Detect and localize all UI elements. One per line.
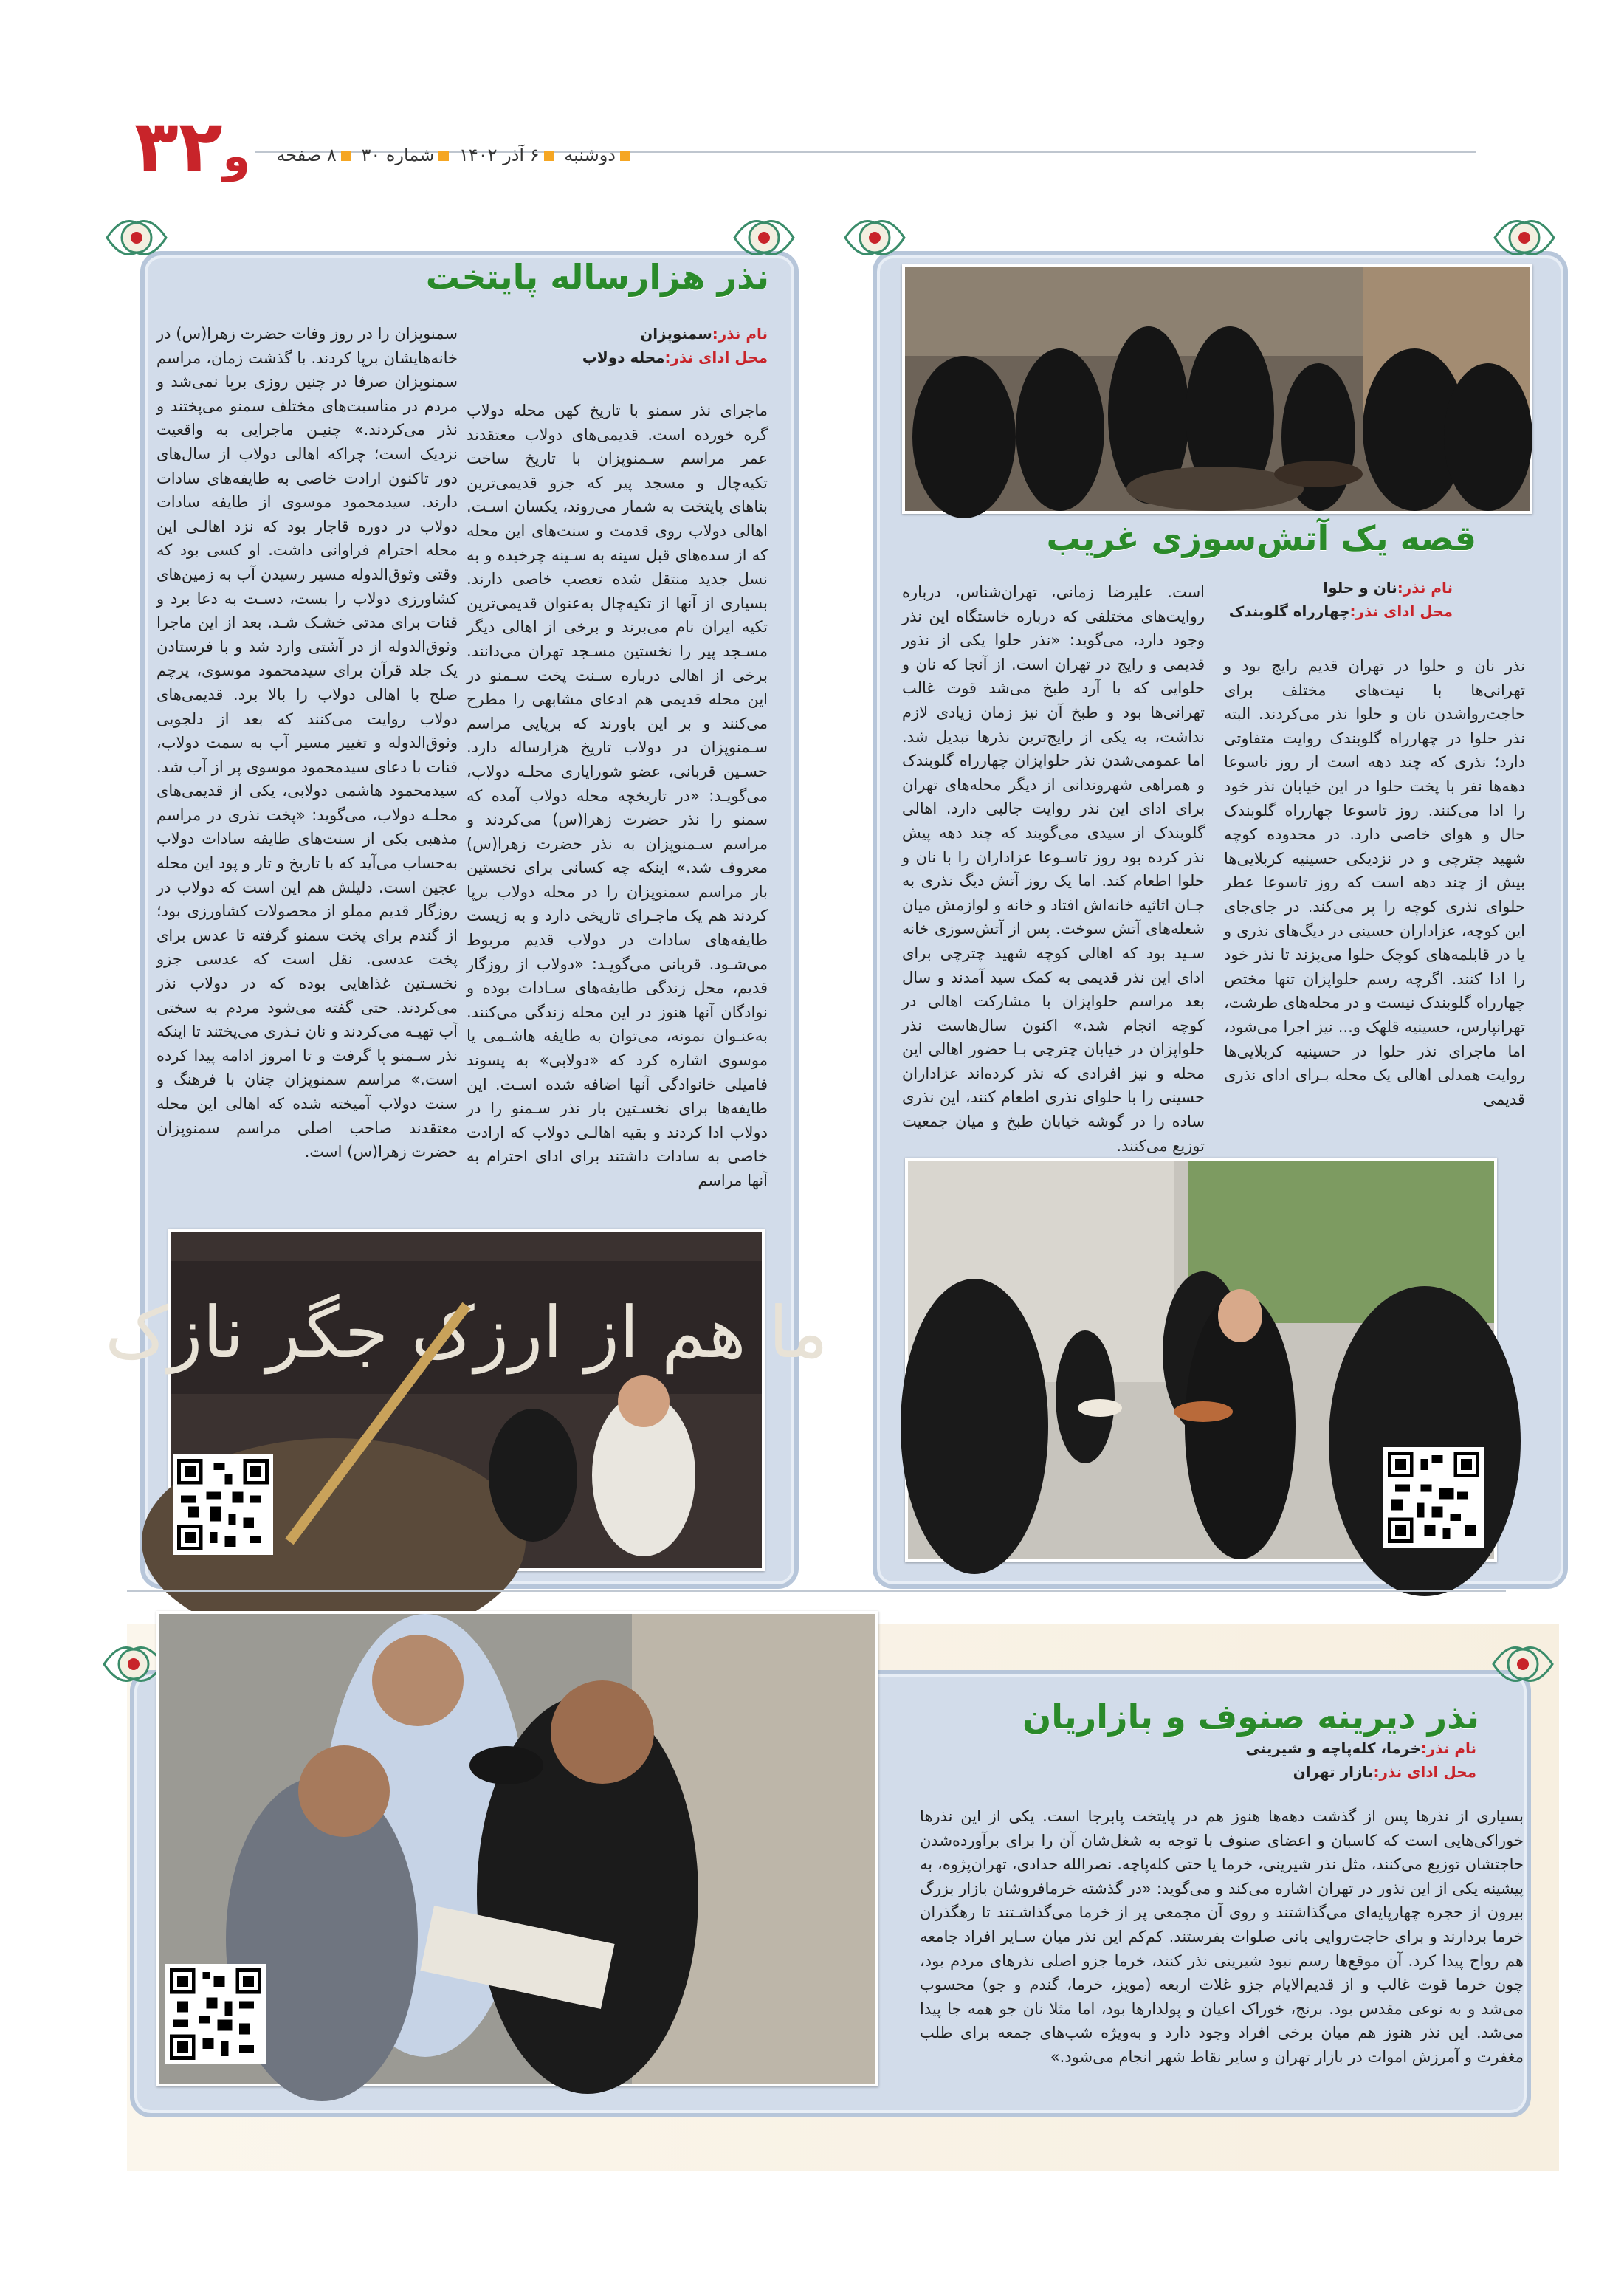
qr-code-icon xyxy=(1383,1447,1484,1548)
page-number-2: ۲ xyxy=(178,105,223,189)
corner-ornament-icon xyxy=(834,208,915,270)
qr-code-icon xyxy=(173,1454,273,1555)
issue-number: شماره ۳۰ xyxy=(361,145,435,165)
place-label: محل ادای نذر: xyxy=(664,348,768,366)
story-left-col-right: ماجرای نذر سمنو با تاریخ کهن محله دولاب گره خورده است. قدیمی‌های دولاب معتقدند عمر مراسم سـمنوپزان با تاریخ ساخت تکیه‌چال و مسجد پیر که جزو قدیمی‌ترین بناهای پایتخت به شمار می‌روند، یکسان اسـت. اهالی دولاب روی قدمت و سنت‌های این محله که از سده‌های قبل سینه به سـینه چرخیده و به نسل جدید منتقل شده تعصب خاصی دارند. بسیاری از آنها از تکیه‌چال به‌عنوان قدیمی‌ترین تکیه ایران نام می‌برند و برخی از اهالی دیگر مسـجد پیر را نخستین مسـجد تهران می‌دانند. برخی از اهالی درباره سـنت پخت سـمنو در این محله قدیمی هم ادعای مشابهی را مطرح می‌کنند و بر این باورند که برپایی مراسم سـمنوپزان در دولاب تاریخ هزارساله دارد. حسـین قربانی، عضو شورایاری محلـه دولاب، می‌گویـد: «در تاریخچه محله دولاب آمده که سمنو را نذر حضرت زهرا(س) می‌کردند و مراسم سـمنوپزان به نذر حضرت زهرا(س) معروف شد.» اینکه چه کسانی برای نخستین بار مراسم سمنوپزان را در محله دولاب برپا کردند هم یک ماجـرای تاریخی دارد و به زیست طایفه‌های سادات در دولاب قدیم مربوط می‌شـود. قربانی می‌گویـد: «دولاب از روزگار قدیم، محل زندگی طایفه‌های سـادات بوده و نوادگان آنها هنوز در این محله زندگی می‌کنند. به‌عنـوان نمونه، می‌توان به طایفه هاشـمی یا موسوی اشاره کرد که «دولابی» به پسوند فامیلی خانوادگی آنها اضافه شده اسـت. این طایفه‌ها برای نخسـتین بار نذر سـمنو را در دولاب ادا کردند و بقیه اهالـی دولاب که ارادت خاصی به سادات داشتند برای ادای احترام به آنها مراسم xyxy=(467,402,768,1189)
page-number xyxy=(134,105,250,189)
story-bottom-body: بسیاری از نذرها پس از گذشت دهه‌ها هنوز هم در پایتخت پابرجا است. یکی از این نذرها خوراکی‌هایی است که کاسبان و اعضای صنوف با توجه به شغل‌شان آن را برای برآورده‌شدن حاجتشان توزیع می‌کنند، مثل نذر شیرینی، خرما یا حتی کله‌پاچه. نصرالله حدادی، تهران‌پژوه، به پیشینه یکی از این نذور در تهران اشاره می‌کند و می‌گوید: «در گذشته خرمافروشان بازار بزرگ بیرون از حجره چهارپایه‌ای می‌گذاشتند و روی آن مجمعی پر از خرما می‌گذاشـتند تا رهگذران خرما بردارند و برای حاجت‌روایی بانی صلوات بفرستند. کم‌کم این نذر میان سـایر افراد جامعه هم رواج پیدا کرد. آن موقع‌ها رسم نبود شیرینی نذر کنند، خرما جزو اصلی نذرهای مردم بود، چون خرما قوت غالب و از قدیم‌الایام جزو غلات اربعه (مویز، خرما، گندم و جو) محسوب می‌شد و به نوعی مقدس بود. برنج، خوراک اعیان و پولدارها بود، اما مثلا نان جو همه جا پیدا می‌شد. این نذر هنوز هم میان برخی افراد وجود دارد و به‌ویژه شب‌های جمعه برای طلب مغفرت و آمرزش اموات در بازار تهران و سایر نقاط شهر انجام می‌شود.» xyxy=(920,1807,1524,2066)
nazr-label: نام نذر: xyxy=(1397,579,1453,597)
qr-code-icon xyxy=(165,1964,266,2064)
story-left-col-left: سمنوپزان را در روز وفات حضرت زهرا(س) در خانه‌هایشان برپا کردند. با گذشت زمان، مراسم سمنوپزان صرفا در چنین روزی برپا نمی‌شد و مردم در مناسبت‌های مختلف سمنو می‌پختند و نذر می‌کردند.» چنیـن ماجرایی به واقعیت نزدیک است؛ چراکه اهالی دولاب از سال‌های دور تاکنون ارادت خاصی به طایفه‌های سادات دارند. سیدمحمود موسوی از طایفه سادات دولاب در دوره قاجار بود که نزد اهالـی این محله احترام فراوانی داشت. او کسی بود که وقتی وثوق‌الدوله مسیر رسیدن آب به زمین‌های کشاورزی دولاب را بست، دسـت به دعا برد و قنات برای مدتی خشـک شـد. بعد از این ماجرا وثوق‌الدوله از در آشتی وارد شد و با فرستادن یک جلد قرآن برای سیدمحمود موسوی، پرچم صلح با اهالی دولاب را بالا برد. قدیمی‌های دولاب روایت می‌کنند که بعد از دلجویی وثوق‌الدوله و تغییر مسیر آب به سمت دولاب، قنات با دعای سیدمحمود موسوی پر از آب شد. سیدمحمود هاشمی دولابی، یکی از قدیمی‌های محلـه دولاب، می‌گوید: «پخت نذری در مراسم مذهبی یکی از سنت‌های طایفه سادات دولاب به‌حساب می‌آید که با تاریخ و تار و پود این محله عجین است. دلیلش هم این است که دولاب در روزگار قدیم مملو از محصولات کشاورزی بود؛ از گندم برای پخت سمنو گرفته تا عدس برای پخت عدسی. نقل است که عدسی جزو نخسـتین غذاهایی بوده که در دولاب نذر می‌کردند. حتی گفته می‌شود مردم به سختی آب تهیـه می‌کردند و نان نـذری می‌پختند تا اینکه نذر سـمنو پا گرفت و تا امروز ادامه پیدا کرده است.» مراسم سمنوپزان چنان با فرهنگ و سنت دولاب آمیخته شده که اهالی این محله معتقدند صاحب اصلی مراسم سمنوپزان حضرت زهرا(س) است. xyxy=(156,325,458,1161)
place-value: محله دولاب xyxy=(582,348,665,366)
story-left-nazr xyxy=(640,325,768,343)
story-right-col-right: نذر نان و حلوا در تهران قدیم رایج بود و تهرانی‌ها با نیت‌های مختلف برای حاجت‌رواشدن نان و حلوا نذر می‌کردند. البته نذر حلوا در چهارراه گلوبندک روایت متفاوتی دارد؛ نذری که چند دهه است از روز تاسوعا دهه‌ها نفر با پخت حلوا در این خیابان نذر خود را ادا می‌کنند. روز تاسوعا چهارراه گلوبندک حال و هوای خاصی دارد. در محدوده کوچه شهید چترچی و در نزدیکی حسینیه کربلایی‌ها بیش از چند دهه است که روز تاسوعا عطر حلوای نذری کوچه را پر می‌کند. در جای‌جای این کوچه، عزاداران حسینی در دیگ‌های نذری و یا در قابلمه‌های کوچک حلوا می‌پزند تا نذر خود را ادا کنند. اگرچه رسم حلواپزان تنها مختص چهارراه گلوبندک نیست و در محله‌های طرشت، تهرانپارس، حسینیه قلهک و... نیز اجرا می‌شود، اما ماجرای نذر حلوا در حسینیه کربلایی‌ها روایت همدلی اهالی یک محله بـرای ادای نذری قدیمی xyxy=(1224,657,1525,1108)
nazr-label: نام نذر: xyxy=(712,325,768,343)
corner-ornament-icon xyxy=(1484,208,1565,270)
issue-date: ۶ آذر ۱۴۰۲ xyxy=(458,145,540,165)
story-right-nazr xyxy=(1323,579,1453,597)
nazr-value: نان و حلوا xyxy=(1323,579,1397,597)
story-right-title: قصه یک آتش‌سوزی غریب xyxy=(1046,518,1476,558)
corner-ornament-icon xyxy=(96,208,177,270)
issue-info xyxy=(276,145,635,165)
corner-ornament-icon xyxy=(1482,1635,1563,1697)
place-label: محل ادای نذر: xyxy=(1373,1763,1476,1781)
issue-pages: ۸ صفحه xyxy=(276,145,337,165)
place-label: محل ادای نذر: xyxy=(1349,602,1453,620)
page-number-3: ۳ xyxy=(134,105,179,189)
place-value: بازار تهران xyxy=(1293,1763,1374,1781)
story-right-col-left: است. علیرضا زمانی، تهران‌شناس، درباره روایت‌های مختلفی که درباره خاستگاه این نذر وجود دارد، می‌گوید: «نذر حلوا یکی از نذور قدیمی و رایج در تهران است. از آنجا که نان و حلوایی که با آرد طبخ می‌شد قوت غالب تهرانی‌ها بود و طبخ آن نیز زمان زیادی لازم نداشت، به یکی از رایج‌ترین نذرها تبدیل شد. اما عمومی‌شدن نذر حلواپزان چهارراه گلوبندک و همراهی شهروندانی از دیگر محله‌های تهران برای ادای این نذر روایت جالبی دارد. اهالی گلوبندک از سیدی می‌گویند که چند دهه پیش نذر کرده بود روز تاسـوعا عزاداران را با نان و حلوا اطعام کند. اما یک روز آتش دیگ نذری به جـان اثاثیه خانه‌اش افتاد و خانه و لوازمش میان شعله‌های آتش سوخت. پس از آتش‌سوزی خانه سـید بود که اهالی کوچه شهید چترچی برای ادای این نذر قدیمی به کمک سید آمدند و سال بعد مراسم حلواپزان با مشارکت اهالی در کوچه انجام شد.» اکنون سال‌هاست نذر حلواپزان در خیابان چترچی بـا حضور اهالی این محله و نیز افرادی که نذر کرده‌اند عزاداران حسینی را با حلوای نذری اطعام کنند، این نذری ساده را در گوشه خیابان طبخ و میان جمعیت توزیع می‌کنند. xyxy=(902,583,1205,1155)
nazr-value: خرما، کله‌پاچه و شیرینی xyxy=(1245,1739,1421,1757)
story-right-place xyxy=(1229,602,1453,620)
issue-day: دوشنبه xyxy=(564,145,616,165)
banner-text: ما هم از ارزک جگر نازک xyxy=(105,1291,828,1374)
page-number-and: و xyxy=(222,131,250,182)
story-bottom-nazr xyxy=(1245,1739,1476,1757)
story-left-title: نذر هزارساله پایتخت xyxy=(425,257,769,297)
nazr-value: سمنوپزان xyxy=(640,325,712,343)
story-left-place xyxy=(582,348,768,366)
photo-halva-cooking xyxy=(902,264,1532,514)
section-separator xyxy=(127,1590,1506,1592)
place-value: چهارراه گلوبندک xyxy=(1228,602,1350,620)
nazr-label: نام نذر: xyxy=(1420,1739,1476,1757)
story-bottom-place xyxy=(1293,1763,1476,1781)
story-bottom-title: نذر دیرینه صنوف و بازاریان xyxy=(1022,1697,1479,1737)
